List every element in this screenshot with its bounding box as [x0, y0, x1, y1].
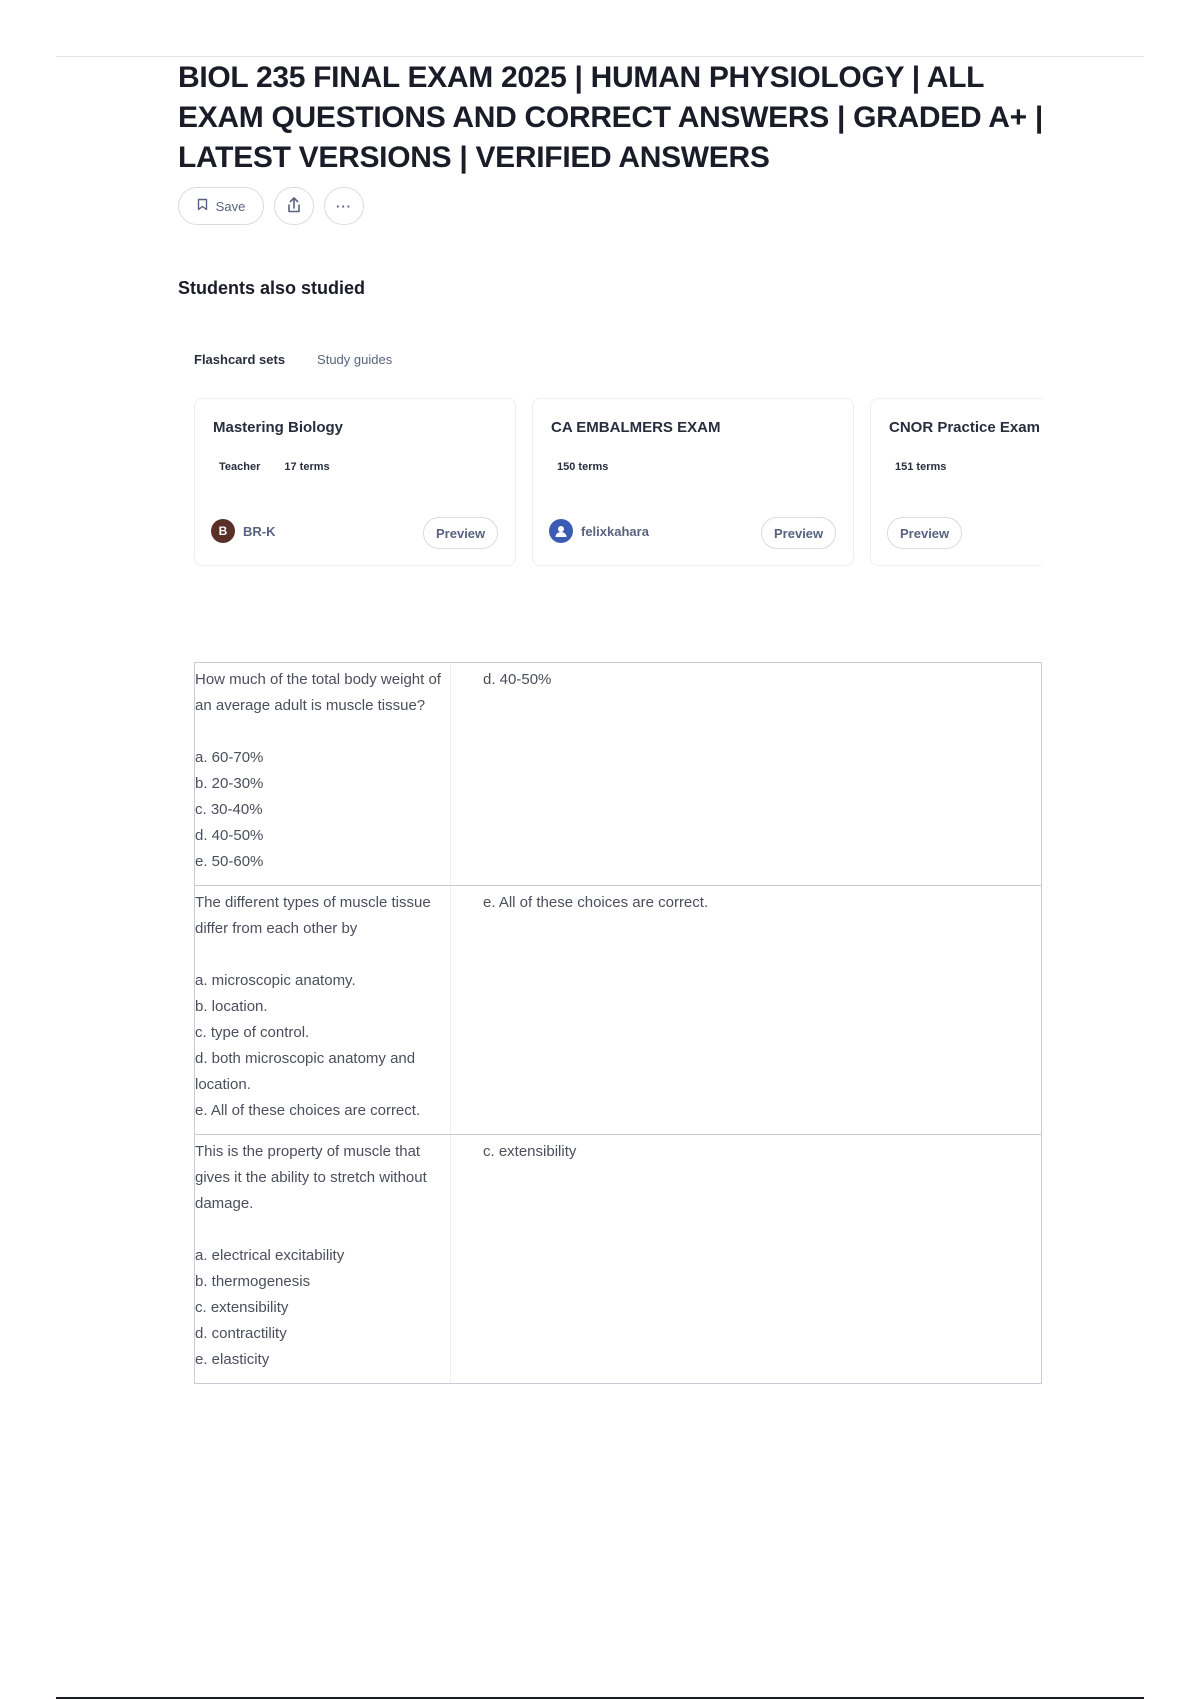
option: c. extensibility [195, 1299, 289, 1316]
card-meta [219, 461, 330, 473]
option: e. 50-60% [195, 853, 264, 870]
answer-cell: e. All of these choices are correct. [483, 894, 709, 911]
option: b. thermogenesis [195, 1273, 311, 1290]
question-text: This is the property of muscle that gives it the ability to stretch without damage. [195, 1143, 427, 1212]
question-text: How much of the total body weight of an average adult is muscle tissue? [195, 671, 441, 714]
avatar [549, 519, 573, 543]
study-set-card[interactable] [194, 398, 516, 566]
card-author[interactable] [549, 519, 649, 543]
avatar: B [211, 519, 235, 543]
option: a. 60-70% [195, 749, 264, 766]
question-cell [195, 886, 451, 1134]
avatar-glyph-icon [554, 524, 568, 538]
qa-table [194, 662, 1042, 1384]
question-cell [195, 1135, 451, 1383]
qa-row [195, 663, 1041, 885]
tab-study-guides[interactable]: Study guides [317, 352, 393, 367]
preview-button[interactable]: Preview [887, 517, 962, 549]
option: d. contractility [195, 1325, 287, 1342]
question-text: The different types of muscle tissue differ from each other by [195, 894, 431, 937]
term-count: 151 terms [895, 461, 947, 473]
option: a. electrical excitability [195, 1247, 345, 1264]
preview-button[interactable]: Preview [423, 517, 498, 549]
share-button[interactable] [274, 187, 314, 225]
term-count: 17 terms [284, 461, 330, 473]
option: c. 30-40% [195, 801, 263, 818]
more-icon: ··· [336, 198, 352, 214]
study-set-card[interactable] [532, 398, 854, 566]
more-options-button[interactable] [324, 187, 364, 225]
card-author[interactable] [211, 519, 276, 543]
option: e. All of these choices are correct. [195, 1102, 421, 1119]
teacher-badge: Teacher [219, 461, 261, 473]
card-meta [895, 461, 946, 473]
option: b. location. [195, 998, 268, 1015]
bookmark-icon [197, 198, 208, 214]
preview-button[interactable]: Preview [761, 517, 836, 549]
option: d. both microscopic anatomy and location. [195, 1050, 416, 1093]
card-title: CA EMBALMERS EXAM [551, 419, 721, 436]
card-meta [557, 461, 608, 473]
tab-flashcard-sets[interactable]: Flashcard sets [194, 352, 286, 367]
bottom-divider [56, 1697, 1144, 1699]
save-label: Save [215, 198, 246, 214]
study-tabs [194, 352, 392, 367]
author-name: BR-K [243, 523, 276, 539]
action-bar [178, 187, 364, 225]
option: e. elasticity [195, 1351, 270, 1368]
question-cell [195, 663, 451, 885]
qa-row [195, 885, 1041, 1134]
study-set-card[interactable] [870, 398, 1042, 566]
page-title: BIOL 235 FINAL EXAM 2025 | HUMAN PHYSIOLOGY | ALL EXAM QUESTIONS AND CORRECT ANSWERS | GRADED A+ | LATEST VERSIONS | VERIFIED ANSWERS [178, 61, 1043, 174]
option: c. type of control. [195, 1024, 310, 1041]
save-button[interactable] [178, 187, 264, 225]
card-title: CNOR Practice Exam [889, 419, 1040, 436]
top-divider [56, 56, 1144, 57]
option: a. microscopic anatomy. [195, 972, 356, 989]
card-title: Mastering Biology [213, 419, 344, 436]
answer-cell: c. extensibility [483, 1143, 577, 1160]
students-also-studied-heading: Students also studied [178, 278, 366, 298]
option: b. 20-30% [195, 775, 264, 792]
option: d. 40-50% [195, 827, 264, 844]
answer-cell: d. 40-50% [483, 671, 552, 688]
term-count: 150 terms [557, 461, 609, 473]
author-name: felixkahara [581, 523, 649, 539]
share-icon [286, 196, 302, 217]
qa-row [195, 1134, 1041, 1383]
study-set-carousel [194, 398, 1042, 568]
